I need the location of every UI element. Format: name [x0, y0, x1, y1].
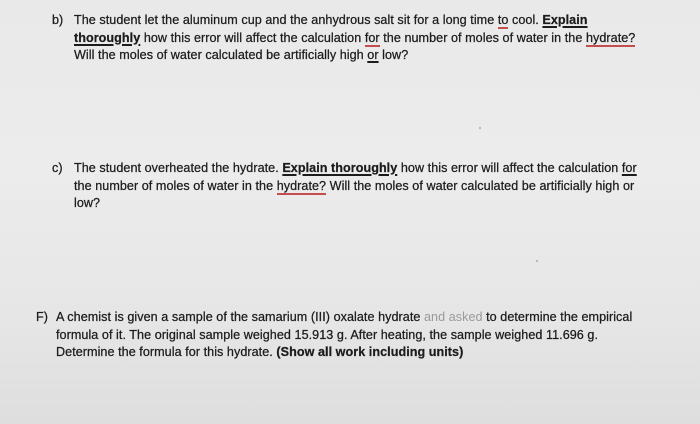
question-f-line-1 [56, 309, 632, 327]
speck [479, 127, 481, 129]
underlined-word: for [621, 161, 637, 175]
question-c-line-3 [74, 195, 637, 213]
question-f-line-2 [56, 327, 632, 345]
text-span: The student overheated the hydrate. [74, 161, 283, 175]
text-span: the number of moles of water in the [379, 30, 586, 45]
text-span: A chemist is given a sample of the samarium (III) oxalate hydrate [56, 310, 424, 324]
question-f-text [56, 309, 632, 362]
emphasis-text: (Show all work including units) [276, 345, 464, 359]
text-span: The student let the aluminum cup and the anhydrous salt sit for a long time [74, 13, 498, 27]
question-b-line-2 [74, 30, 635, 48]
question-f-line-3 [56, 344, 632, 362]
text-span: Will the moles of water calculated be artificially high [74, 48, 368, 62]
text-span: to determine the empirical [482, 310, 633, 324]
text-span: formula of it. The original sample weighed 15.913 g. After heating, the sample weighed 11.696 g. [56, 327, 599, 342]
speck [536, 260, 538, 262]
text-span: low? [74, 196, 101, 210]
annotated-word: hydrate? [585, 30, 636, 45]
question-c-line-1 [74, 160, 637, 178]
question-b-text [74, 12, 635, 65]
emphasis-text: Explain thoroughly [282, 161, 398, 175]
text-span: the number of moles of water in the [74, 178, 277, 193]
question-f-marker: F) [36, 310, 48, 324]
emphasis-text: Explain [542, 13, 588, 27]
text-span: Will the moles of water calculated be artificially high or [326, 178, 635, 193]
faded-text: and asked [423, 310, 483, 324]
question-b-line-3 [74, 47, 635, 65]
underlined-word: or [367, 48, 379, 62]
question-b-line-1 [74, 12, 635, 30]
text-span: cool. [508, 13, 543, 27]
annotated-word: for [364, 30, 380, 45]
text-span: how this error will affect the calculation [140, 30, 365, 45]
emphasis-text: thoroughly [74, 30, 141, 45]
annotated-word: to [497, 13, 509, 27]
text-span: low? [378, 48, 409, 62]
text-span: how this error will affect the calculation [397, 161, 622, 175]
question-c-marker: c) [52, 161, 63, 175]
text-span: Determine the formula for this hydrate. [56, 345, 277, 359]
question-c-line-2 [74, 178, 637, 196]
question-c-text [74, 160, 637, 213]
annotated-word: hydrate? [276, 178, 327, 193]
question-b-marker: b) [52, 13, 64, 27]
